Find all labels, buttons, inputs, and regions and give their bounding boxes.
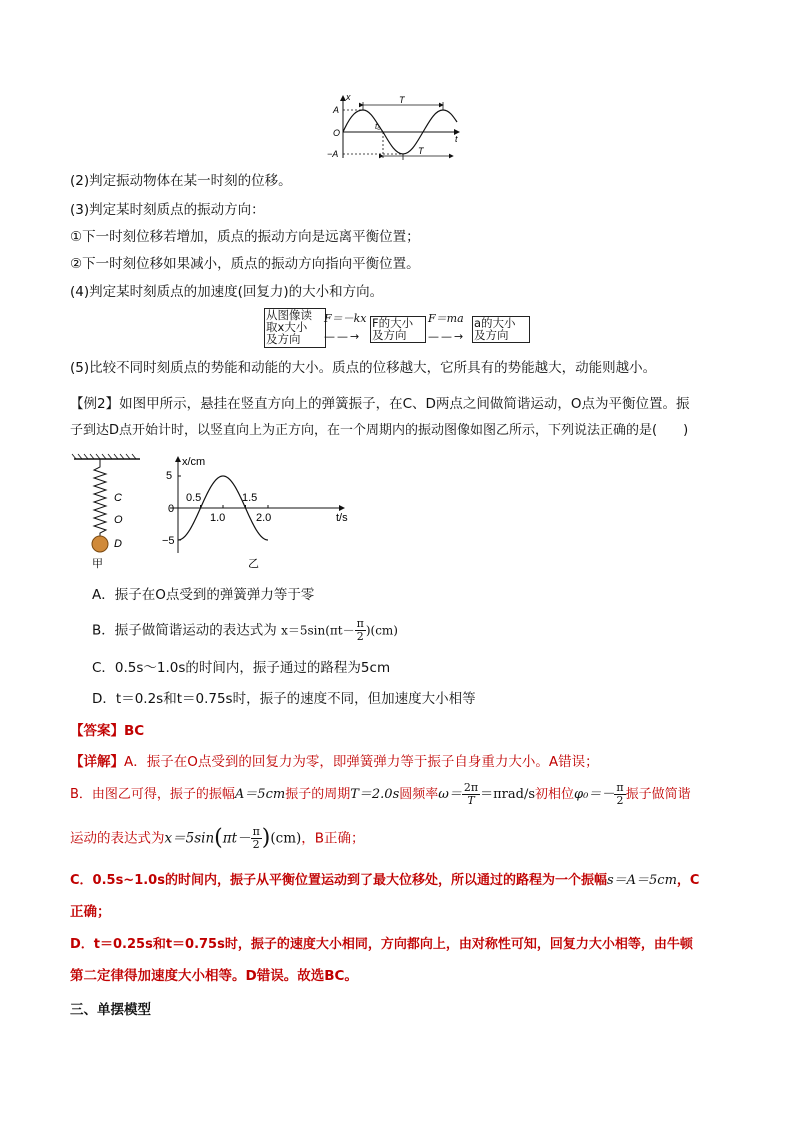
option-a: A．振子在O点受到的弹簧弹力等于零 xyxy=(92,587,315,603)
example-q1: 如图甲所示，悬挂在竖直方向上的弹簧振子，在C、D两点之间做简谐运动，O点为平衡位置。振 xyxy=(119,396,690,412)
detail-b2-inner: πt－ xyxy=(222,830,251,847)
chart-xlabel: t/s xyxy=(336,512,348,524)
spring-ball xyxy=(92,536,108,552)
detail-b1-mid3: 初相位 xyxy=(535,787,575,802)
flow-formula-hooke: F＝－kx xyxy=(324,312,367,325)
flow-box-force xyxy=(370,316,426,343)
oscillation-chart xyxy=(158,453,358,573)
detail-c2: 正确； xyxy=(70,904,111,920)
detail-b2-expr: x＝5sin xyxy=(164,830,215,847)
detail-b2-end: ，B正确； xyxy=(301,830,365,847)
option-b-frac-den: 2 xyxy=(356,630,364,643)
detail-b1-omega-num: 2π xyxy=(463,781,479,794)
detail-b2-pre: 运动的表达式为 xyxy=(70,830,165,847)
flow-box2-line2: 及方向 xyxy=(372,328,407,342)
detail-b1-omega-den: T xyxy=(467,794,475,807)
chart-xtick-1.0: 1.0 xyxy=(210,512,226,524)
example-tag: 【例2】 xyxy=(70,396,120,412)
answer-line xyxy=(70,721,144,741)
detail-b1-end: 振子做简谐 xyxy=(625,787,691,802)
fig1-T-bottom-label: T xyxy=(418,146,424,156)
detail-b1-phase-den: 2 xyxy=(616,794,624,807)
option-b-frac xyxy=(355,618,366,643)
detail-b2-unit: (cm) xyxy=(270,830,302,847)
chart-xtick-0.5: 0.5 xyxy=(186,492,202,504)
detail-c-line-1 xyxy=(70,871,699,891)
chart-caption: 乙 xyxy=(248,558,259,570)
flow-arrow-1: ——→ xyxy=(324,330,362,343)
detail-d1: D．t＝0.25s和t＝0.75s时，振子的速度大小相同，方向都向上，由对称性可知，回复力大小相等，由牛顿 xyxy=(70,937,693,952)
flow-box-read-x xyxy=(264,308,326,348)
detail-b1-mid2: 圆频率 xyxy=(399,787,439,802)
fig1-t0-label: t₀ xyxy=(375,122,381,131)
text-line-4: (4)判定某时刻质点的加速度(回复力)的大小和方向。 xyxy=(70,284,384,300)
option-b-pre: B．振子做简谐运动的表达式为 xyxy=(92,622,277,639)
flow-box3-line2: 及方向 xyxy=(474,328,509,342)
detail-b1-phase-num: π xyxy=(616,781,624,794)
example-line-1 xyxy=(70,394,690,414)
section-heading: 三、单摆模型 xyxy=(70,1002,151,1018)
chart-ytick-neg5: −5 xyxy=(162,535,175,547)
detail-c1-end: ，C xyxy=(676,873,700,888)
flow-box3-line1: a的大小 xyxy=(474,316,516,330)
detail-b-line-1 xyxy=(70,782,691,816)
chart-ytick-5: 5 xyxy=(166,470,173,482)
spring-C-label: C xyxy=(114,492,122,504)
option-b-frac-num: π xyxy=(356,617,364,630)
detail-b2-frac-num: π xyxy=(252,825,260,838)
detail-b1-omega-frac xyxy=(462,782,480,807)
flow-diagram xyxy=(264,308,534,348)
detail-b1-amplitude: A＝5cm xyxy=(234,787,286,802)
text-line-2: (2)判定振动物体在某一时刻的位移。 xyxy=(70,173,292,189)
spring-figure xyxy=(70,453,150,573)
sine-figure xyxy=(325,92,465,162)
spring-coil xyxy=(94,459,106,536)
detail-b1-mid1: 振子的周期 xyxy=(285,787,351,802)
detail-b1-period: T＝2.0s xyxy=(350,787,400,802)
answer-value: BC xyxy=(124,723,145,739)
text-line-3a: ①下一时刻位移若增加，质点的振动方向是远离平衡位置； xyxy=(70,229,420,245)
flow-box1-line2: 取x大小 xyxy=(266,320,308,334)
option-c: C．0.5s～1.0s的时间内，振子通过的路程为5cm xyxy=(92,660,391,676)
spring-D-label: D xyxy=(114,538,122,550)
example-q2: 子到达D点开始计时，以竖直向上为正方向，在一个周期内的振动图像如图乙所示，下列说法正确的是( ) xyxy=(70,423,689,438)
chart-xtick-1.5: 1.5 xyxy=(242,492,258,504)
fig1-x-axis-label: x xyxy=(346,92,351,102)
option-b xyxy=(92,618,398,648)
flow-arrow-2: ——→ xyxy=(428,330,466,343)
option-b-post: )(cm) xyxy=(365,623,398,638)
detail-b1-phase: φ₀＝－ xyxy=(574,787,615,802)
text-line-3: (3)判定某时刻质点的振动方向： xyxy=(70,202,265,218)
fig1-negA-label: −A xyxy=(327,149,339,159)
flow-box-acceleration xyxy=(472,316,530,343)
detail-c1-expr: s＝A＝5cm xyxy=(606,873,677,888)
option-d: D．t＝0.2s和t＝0.75s时，振子的速度不同，但加速度大小相等 xyxy=(92,691,476,707)
spring-caption: 甲 xyxy=(92,558,103,570)
flow-box2-line1: F的大小 xyxy=(372,316,414,330)
detail-b2-frac-den: 2 xyxy=(252,838,260,851)
detail-a-line xyxy=(70,752,599,772)
answer-tag: 【答案】 xyxy=(70,723,124,739)
detail-c1: C．0.5s~1.0s的时间内，振子从平衡位置运动到了最大位移处，所以通过的路程为一个振幅 xyxy=(70,873,607,888)
chart-ytick-0: 0 xyxy=(168,503,175,515)
fig1-T-top-label: T xyxy=(399,95,405,105)
chart-xtick-2.0: 2.0 xyxy=(256,512,272,524)
detail-b-line-2: 运动的表达式为x＝5sin(πt－ $\frac{\pi}{2}$ )(cm)，B正确； xyxy=(70,825,365,851)
flow-box1-line1: 从图像读 xyxy=(266,308,312,322)
detail-a: A．振子在O点受到的回复力为零，即弹簧弹力等于振子自身重力大小。A错误； xyxy=(124,754,599,770)
text-line-5: (5)比较不同时刻质点的势能和动能的大小。质点的位移越大，它所具有的势能越大，动能则越小。 xyxy=(70,360,657,376)
spring-O-label: O xyxy=(114,514,123,526)
detail-b1-omega: ω＝ xyxy=(438,787,462,802)
text-line-3b: ②下一时刻位移如果减小，质点的振动方向指向平衡位置。 xyxy=(70,256,420,272)
detail-b1-omega-value: ＝πrad/s xyxy=(480,787,535,802)
flow-box1-line3: 及方向 xyxy=(266,332,301,346)
fig1-O-label: O xyxy=(333,128,341,138)
detail-b1-phase-frac xyxy=(614,782,625,807)
detail-b2-frac xyxy=(251,826,262,851)
chart-ylabel: x/cm xyxy=(182,456,206,468)
fig1-t-axis-label: t xyxy=(455,134,458,144)
detail-tag: 【详解】 xyxy=(70,754,124,770)
flow-formula-newton: F＝ma xyxy=(428,312,464,325)
detail-b1-pre: B．由图乙可得，振子的振幅 xyxy=(70,787,235,802)
fig1-A-label: A xyxy=(333,105,340,115)
detail-d2: 第二定律得加速度大小相等。D错误。故选BC。 xyxy=(70,968,358,984)
option-b-expr: x＝5sin(πt－ xyxy=(281,623,355,638)
